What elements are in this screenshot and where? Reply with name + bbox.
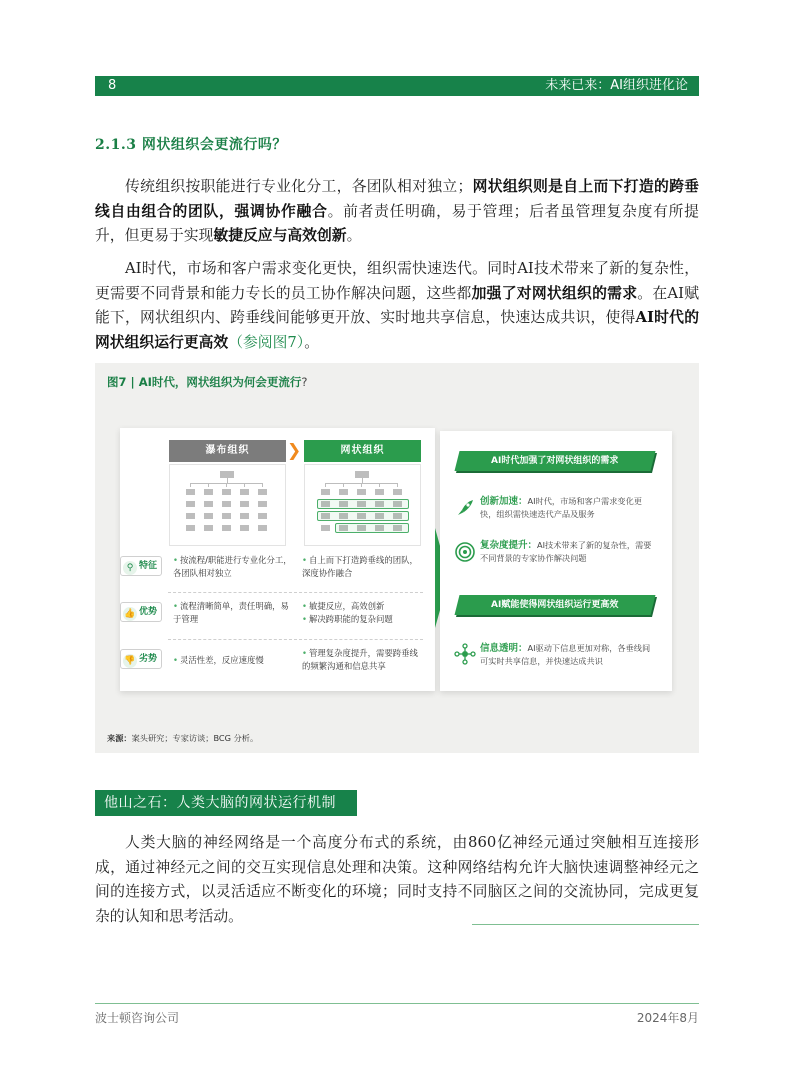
org-node bbox=[258, 489, 267, 495]
org-connector bbox=[208, 483, 209, 487]
org-root-node bbox=[355, 471, 369, 478]
org-connector bbox=[343, 483, 344, 487]
network-org-header: 网状组织 bbox=[304, 440, 421, 462]
waterfall-disadvantages: • 灵活性差，反应速度慢 bbox=[173, 655, 264, 665]
org-connector bbox=[262, 483, 263, 487]
section-title: 2.1.3 网状组织会更流行吗？ bbox=[95, 137, 287, 153]
org-node bbox=[186, 513, 195, 519]
insight-panel bbox=[440, 431, 672, 691]
org-node bbox=[357, 489, 366, 495]
magnifier-icon: ⚲ bbox=[123, 561, 137, 575]
insight-transparency: 信息透明：AI驱动下信息更加对称，各垂线间可实时共享信息，并快速达成共识 bbox=[480, 643, 651, 666]
rocket-icon bbox=[454, 497, 476, 519]
org-node bbox=[222, 489, 231, 495]
insight-innovation: 创新加速：AI时代，市场和客户需求变化更快，组织需快速迭代产品及服务 bbox=[480, 496, 642, 519]
cross-team-highlight bbox=[335, 523, 409, 533]
org-node bbox=[222, 501, 231, 507]
org-connector bbox=[226, 483, 227, 487]
paragraph-3: 人类大脑的神经网络是一个高度分布式的系统，由860亿神经元通过突触相互连接形成，通过神经元之间的交互实现信息处理和决策。这种网络结构允许大脑快速调整神经元之间的连接方式，以灵活适应不断变化的环境；同时支持不同脑区之间的交流协同，完成更复杂的认知和思考活动。 bbox=[95, 834, 699, 925]
page-header-bar bbox=[95, 76, 699, 96]
org-connector bbox=[379, 483, 380, 487]
row-divider bbox=[168, 639, 423, 640]
waterfall-org-header: 瀑布组织 bbox=[169, 440, 286, 462]
footer-rule bbox=[95, 1003, 699, 1004]
figure-source: 来源：案头研究；专家访谈；BCG 分析。 bbox=[107, 733, 259, 743]
chevron-right-icon: ❯ bbox=[287, 441, 302, 461]
row-label-features: ⚲ 特征 bbox=[120, 556, 162, 576]
org-root-node bbox=[220, 471, 234, 478]
org-connector bbox=[244, 483, 245, 487]
row-label-disadvantages: 👎 劣势 bbox=[120, 649, 162, 669]
org-node bbox=[258, 501, 267, 507]
org-node bbox=[186, 525, 195, 531]
insight-complexity: 复杂度提升：AI技术带来了新的复杂性，需要不同背景的专家协作解决问题 bbox=[480, 540, 652, 563]
thumbs-up-icon: 👍 bbox=[124, 609, 136, 619]
footer-date: 2024年8月 bbox=[636, 1011, 699, 1025]
insight-ribbon-efficiency: AI赋能使得网状组织运行更高效 bbox=[455, 595, 656, 615]
network-org-chart bbox=[304, 464, 421, 546]
org-node bbox=[321, 525, 330, 531]
figure-7 bbox=[95, 363, 699, 753]
org-node bbox=[240, 501, 249, 507]
network-nodes-icon bbox=[454, 643, 476, 665]
org-node bbox=[375, 489, 384, 495]
divider-line bbox=[472, 924, 699, 925]
sidebar-box-title: 他山之石：人类大脑的网状运行机制 bbox=[95, 790, 357, 816]
figure-title: 图7 | AI时代，网状组织为何会更流行? bbox=[107, 375, 308, 389]
org-connector bbox=[190, 483, 191, 487]
figure-reference: （参阅图7） bbox=[228, 333, 305, 351]
org-node bbox=[393, 489, 402, 495]
cross-team-highlight bbox=[317, 511, 409, 521]
waterfall-advantages: • 流程清晰简单，责任明确，易于管理 bbox=[173, 601, 289, 624]
footer-company: 波士顿咨询公司 bbox=[95, 1011, 180, 1025]
org-connector bbox=[361, 483, 362, 487]
org-node bbox=[222, 513, 231, 519]
org-node bbox=[258, 525, 267, 531]
org-node bbox=[204, 513, 213, 519]
network-advantages: • 敏捷反应，高效创新 • 解决跨职能的复杂问题 bbox=[302, 601, 393, 624]
waterfall-org-chart bbox=[169, 464, 286, 546]
org-node bbox=[240, 513, 249, 519]
comparison-panel bbox=[120, 428, 435, 691]
paragraph-1: 传统组织按职能进行专业化分工，各团队相对独立；网状组织则是自上而下打造的跨垂线自由组合的团队，强调协作融合。前者责任明确，易于管理；后者虽管理复杂度有所提升，但更易于实现敏捷反应与高效创新。 bbox=[95, 178, 699, 244]
paragraph-2: AI时代，市场和客户需求变化更快，组织需快速迭代。同时AI技术带来了新的复杂性，更需要不同背景和能力专长的员工协作解决问题，这些都加强了对网状组织的需求。在AI赋能下，网状组织内、跨垂线间能够更开放、实时地共享信息，快速达成共识，使得AI时代的网状组织运行更高效（参阅图7）。 bbox=[95, 260, 699, 351]
org-connector bbox=[325, 483, 326, 487]
row-divider bbox=[168, 592, 423, 593]
org-node bbox=[204, 489, 213, 495]
thumbs-down-icon: 👎 bbox=[124, 656, 136, 666]
org-node bbox=[186, 501, 195, 507]
org-node bbox=[339, 489, 348, 495]
page-number: 8 bbox=[108, 78, 117, 93]
network-disadvantages: • 管理复杂度提升，需要跨垂线的频繁沟通和信息共享 bbox=[302, 648, 418, 671]
org-connector bbox=[397, 483, 398, 487]
org-node bbox=[204, 525, 213, 531]
spiral-icon bbox=[454, 541, 476, 563]
org-node bbox=[204, 501, 213, 507]
org-node bbox=[258, 513, 267, 519]
org-node bbox=[321, 489, 330, 495]
cross-team-highlight bbox=[317, 499, 409, 509]
row-label-advantages: 👍 优势 bbox=[120, 602, 162, 622]
waterfall-features: • 按流程/职能进行专业化分工，各团队相对独立 bbox=[173, 555, 292, 578]
insight-ribbon-demand: AI时代加强了对网状组织的需求 bbox=[455, 451, 656, 471]
org-node bbox=[240, 489, 249, 495]
network-features: • 自上而下打造跨垂线的团队，深度协作融合 bbox=[302, 555, 418, 578]
org-node bbox=[186, 489, 195, 495]
org-node bbox=[240, 525, 249, 531]
org-node bbox=[222, 525, 231, 531]
report-title: 未来已来：AI组织进化论 bbox=[545, 78, 688, 93]
